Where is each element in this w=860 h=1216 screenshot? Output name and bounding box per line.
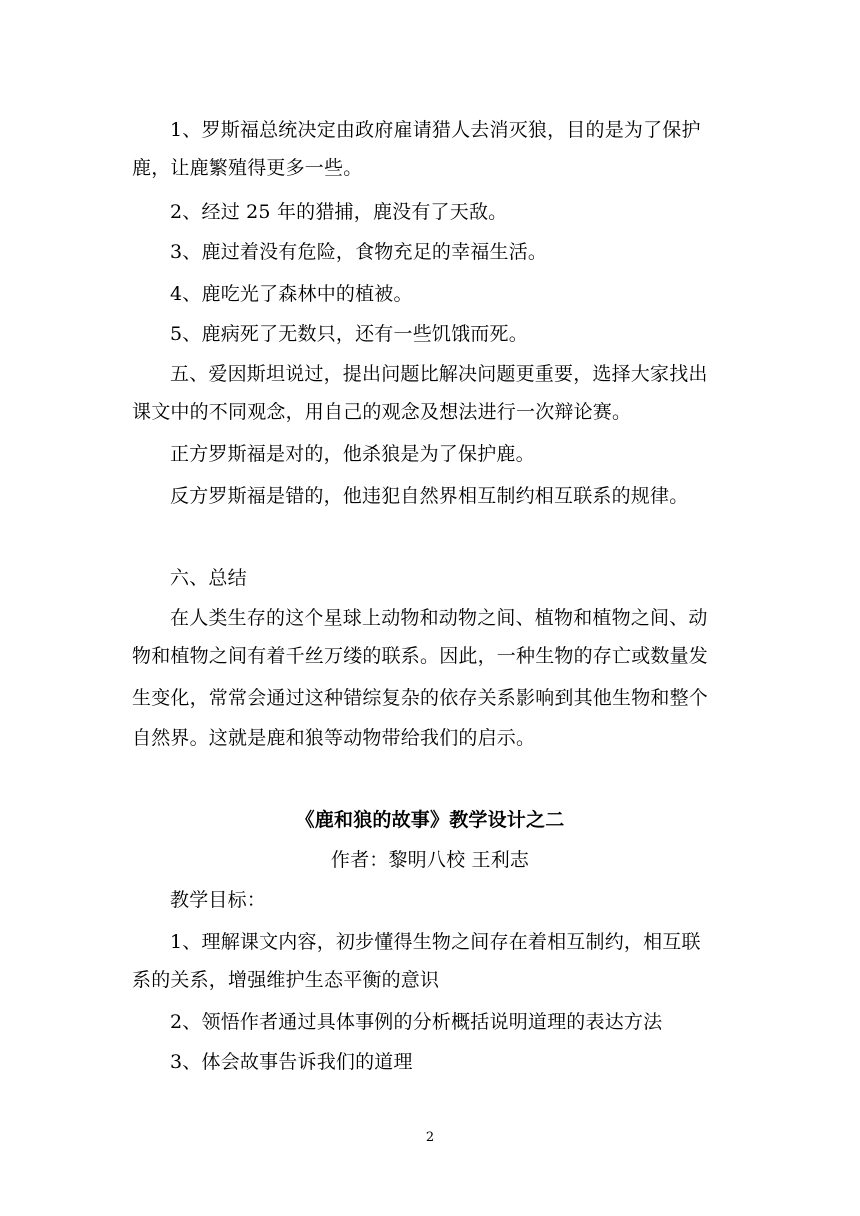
objectives-heading: 教学目标： [170,889,267,911]
paragraph-line: 4、鹿吃光了森林中的植被。 [170,283,413,305]
paragraph-line: 物和植物之间有着千丝万缕的联系。因此，一种生物的存亡或数量发 [132,645,709,667]
paragraph-line: 在人类生存的这个星球上动物和动物之间、植物和植物之间、动 [170,607,708,629]
objective-line: 1、理解课文内容，初步懂得生物之间存在着相互制约，相互联 [170,931,701,953]
objective-line: 2、领悟作者通过具体事例的分析概括说明道理的表达方法 [170,1011,663,1033]
objective-line: 系的关系，增强维护生态平衡的意识 [132,969,440,991]
paragraph-line: 1、罗斯福总统决定由政府雇请猎人去消灭狼，目的是为了保护 [170,119,701,141]
author-line: 作者：黎明八校 王利志 [330,849,530,871]
page-number: 2 [425,1130,435,1145]
paragraph-line: 鹿，让鹿繁殖得更多一些。 [132,157,363,179]
paragraph-line: 正方罗斯福是对的，他杀狼是为了保护鹿。 [170,443,535,465]
paragraph-line: 生变化，常常会通过这种错综复杂的依存关系影响到其他生物和整个 [132,687,709,709]
paragraph-line: 5、鹿病死了无数只，还有一些饥饿而死。 [170,323,528,345]
paragraph-line: 课文中的不同观念，用自己的观念及想法进行一次辩论赛。 [132,401,632,423]
paragraph-line: 反方罗斯福是错的，他违犯自然界相互制约相互联系的规律。 [170,485,689,507]
objective-line: 3、体会故事告诉我们的道理 [170,1051,413,1073]
section-title: 《鹿和狼的故事》教学设计之二 [295,809,565,831]
paragraph-line: 2、经过 25 年的猎捕，鹿没有了天敌。 [170,201,508,223]
paragraph-line: 五、爱因斯坦说过，提出问题比解决问题更重要，选择大家找出 [170,363,708,385]
section-heading: 六、总结 [170,567,247,589]
paragraph-line: 自然界。这就是鹿和狼等动物带给我们的启示。 [132,727,536,749]
paragraph-line: 3、鹿过着没有危险，食物充足的幸福生活。 [170,241,548,263]
